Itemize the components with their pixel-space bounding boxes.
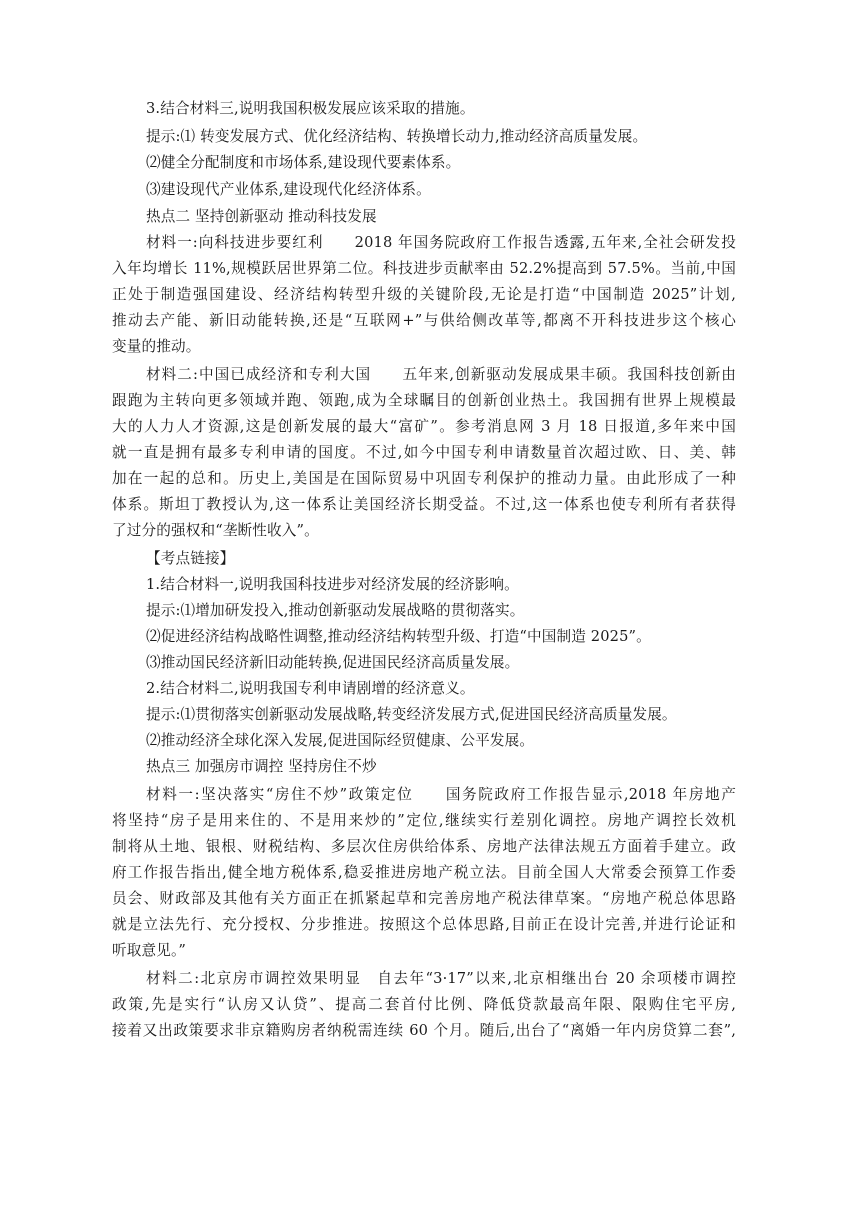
text-line: 政策,先是实行“认房又认贷”、提高二套首付比例、降低贷款最高年限、限购住宅平房, bbox=[112, 996, 736, 1013]
text-line: 提示:⑴贯彻落实创新驱动发展战略,转变经济发展方式,促进国民经济高质量发展。 bbox=[146, 706, 677, 723]
text-line: 3.结合材料三,说明我国积极发展应该采取的措施。 bbox=[146, 100, 475, 117]
text-line: 加在一起的总和。历史上,美国是在国际贸易中巩固专利保护的推动力量。由此形成了一种 bbox=[112, 470, 736, 487]
text-line: 正处于制造强国建设、经济结构转型升级的关键阶段,无论是打造“中国制造 2025”计划, bbox=[112, 286, 736, 303]
text-line: ⑶推动国民经济新旧动能转换,促进国民经济高质量发展。 bbox=[146, 654, 520, 671]
text-line: 将坚持“房子是用来住的、不是用来炒的”定位,继续实行差别化调控。房地产调控长效机 bbox=[112, 812, 736, 829]
text-line: 热点二 坚持创新驱动 推动科技发展 bbox=[146, 208, 377, 225]
text-line: 就一直是拥有最多专利申请的国度。不过,如今中国专利申请数量首次超过欧、日、美、韩 bbox=[112, 444, 736, 461]
text-line: 提示:⑴ 转变发展方式、优化经济结构、转换增长动力,推动经济高质量发展。 bbox=[146, 128, 648, 145]
text-line: 1.结合材料一,说明我国科技进步对经济发展的经济影响。 bbox=[146, 576, 519, 593]
text-line: 制将从土地、银根、财税结构、多层次住房供给体系、房地产法律法规五方面着手建立。政 bbox=[112, 838, 736, 855]
text-line: 府工作报告指出,健全地方税体系,稳妥推进房地产税立法。目前全国人大常委会预算工作委 bbox=[112, 864, 736, 881]
text-line: 推动去产能、新旧动能转换,还是“互联网+”与供给侧改革等,都离不开科技进步这个核心 bbox=[112, 312, 736, 329]
text-line: 变量的推动。 bbox=[112, 338, 201, 355]
text-line: ⑵健全分配制度和市场体系,建设现代要素体系。 bbox=[146, 154, 461, 171]
text-line: 员会、财政部及其他有关方面正在抓紧起草和完善房地产税法律草案。“房地产税总体思路 bbox=[112, 890, 736, 907]
text-line: 材料二:中国已成经济和专利大国 五年来,创新驱动发展成果丰硕。我国科技创新由 bbox=[146, 366, 736, 383]
text-line: 【考点链接】 bbox=[146, 550, 235, 567]
text-line: 接着又出政策要求非京籍购房者纳税需连续 60 个月。随后,出台了“离婚一年内房贷算二套”, bbox=[112, 1022, 736, 1039]
text-line: 跟跑为主转向更多领域并跑、领跑,成为全球瞩目的创新创业热土。我国拥有世界上规模最 bbox=[112, 392, 736, 409]
text-line: 2.结合材料二,说明我国专利申请剧增的经济意义。 bbox=[146, 680, 475, 697]
text-line: 入年均增长 11%,规模跃居世界第二位。科技进步贡献率由 52.2%提高到 57.5%。当前,中国 bbox=[112, 260, 736, 277]
text-line: 大的人力人才资源,这是创新发展的最大“富矿”。参考消息网 3 月 18 日报道,多年来中国 bbox=[112, 418, 736, 435]
text-line: 了过分的强权和“垄断性收入”。 bbox=[112, 522, 319, 539]
text-line: ⑵促进经济结构战略性调整,推动经济结构转型升级、打造“中国制造 2025”。 bbox=[146, 628, 651, 645]
text-line: 材料一:向科技进步要红利 2018 年国务院政府工作报告透露,五年来,全社会研发投 bbox=[146, 234, 736, 251]
text-line: 就是立法先行、充分授权、分步推进。按照这个总体思路,目前正在设计完善,并进行论证和 bbox=[112, 916, 736, 933]
text-line: 听取意见。” bbox=[112, 942, 187, 959]
text-line: 体系。斯坦丁教授认为,这一体系让美国经济长期受益。不过,这一体系也使专利所有者获得 bbox=[112, 496, 736, 513]
text-line: ⑶建设现代产业体系,建设现代化经济体系。 bbox=[146, 181, 431, 198]
text-line: 提示:⑴增加研发投入,推动创新驱动发展战略的贯彻落实。 bbox=[146, 602, 525, 619]
text-line: 热点三 加强房市调控 坚持房住不炒 bbox=[146, 758, 377, 775]
text-line: 材料二:北京房市调控效果明显 自去年“3·17”以来,北京相继出台 20 余项楼市调控 bbox=[146, 970, 736, 987]
text-line: 材料一:坚决落实“房住不炒”政策定位 国务院政府工作报告显示,2018 年房地产 bbox=[146, 786, 736, 803]
text-line: ⑵推动经济全球化深入发展,促进国际经贸健康、公平发展。 bbox=[146, 732, 535, 749]
